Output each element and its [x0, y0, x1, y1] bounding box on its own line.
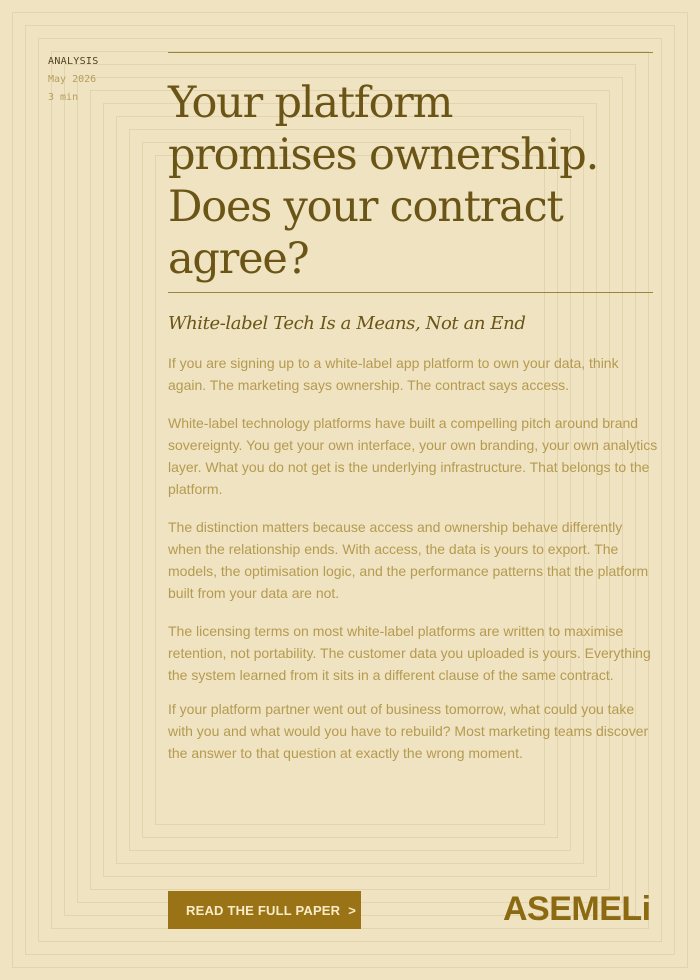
paragraph: White-label technology platforms have built a compelling pitch around brand sovereignty. You get your own interface, your own branding, your own analytics layer. What you do not get is the underlying infrastructure. That belongs to the platform. [168, 415, 658, 497]
publish-date: May 2026 [48, 74, 97, 85]
paragraph: If you are signing up to a white-label app platform to own your data, think again. The marketing says ownership. The contract says access. [168, 355, 619, 393]
top-divider [168, 52, 653, 53]
paragraph: If your platform partner went out of business tomorrow, what could you take with you and what would you have to rebuild? Most marketing teams discover the answer to that question at exactly the wrong moment. [168, 701, 649, 761]
cta-label: READ THE FULL PAPER [186, 902, 341, 918]
article-body [168, 352, 658, 780]
article-meta [48, 53, 99, 107]
category-label: ANALYSIS [48, 56, 99, 67]
subheadline: White-label Tech Is a Means, Not an End [168, 313, 526, 334]
headline: Your platform promises ownership. Does your contract agree? [168, 78, 599, 284]
headline-divider [168, 292, 653, 293]
chevron-right-icon: > [348, 902, 357, 918]
paragraph: The distinction matters because access and ownership behave differently when the relationship ends. With access, the data is yours to export. The models, the optimisation logic, and the performance patterns that the platform built from your data are not. [168, 519, 649, 601]
paragraph: The licensing terms on most white-label platforms are written to maximise retention, not portability. The customer data you uploaded is yours. Everything the system learned from it sits in a different clause of the same contract. [168, 623, 651, 683]
read-full-paper-button[interactable] [168, 891, 361, 929]
brand-logo: ASEMELi [503, 890, 651, 928]
read-time: 3 min [48, 92, 79, 103]
